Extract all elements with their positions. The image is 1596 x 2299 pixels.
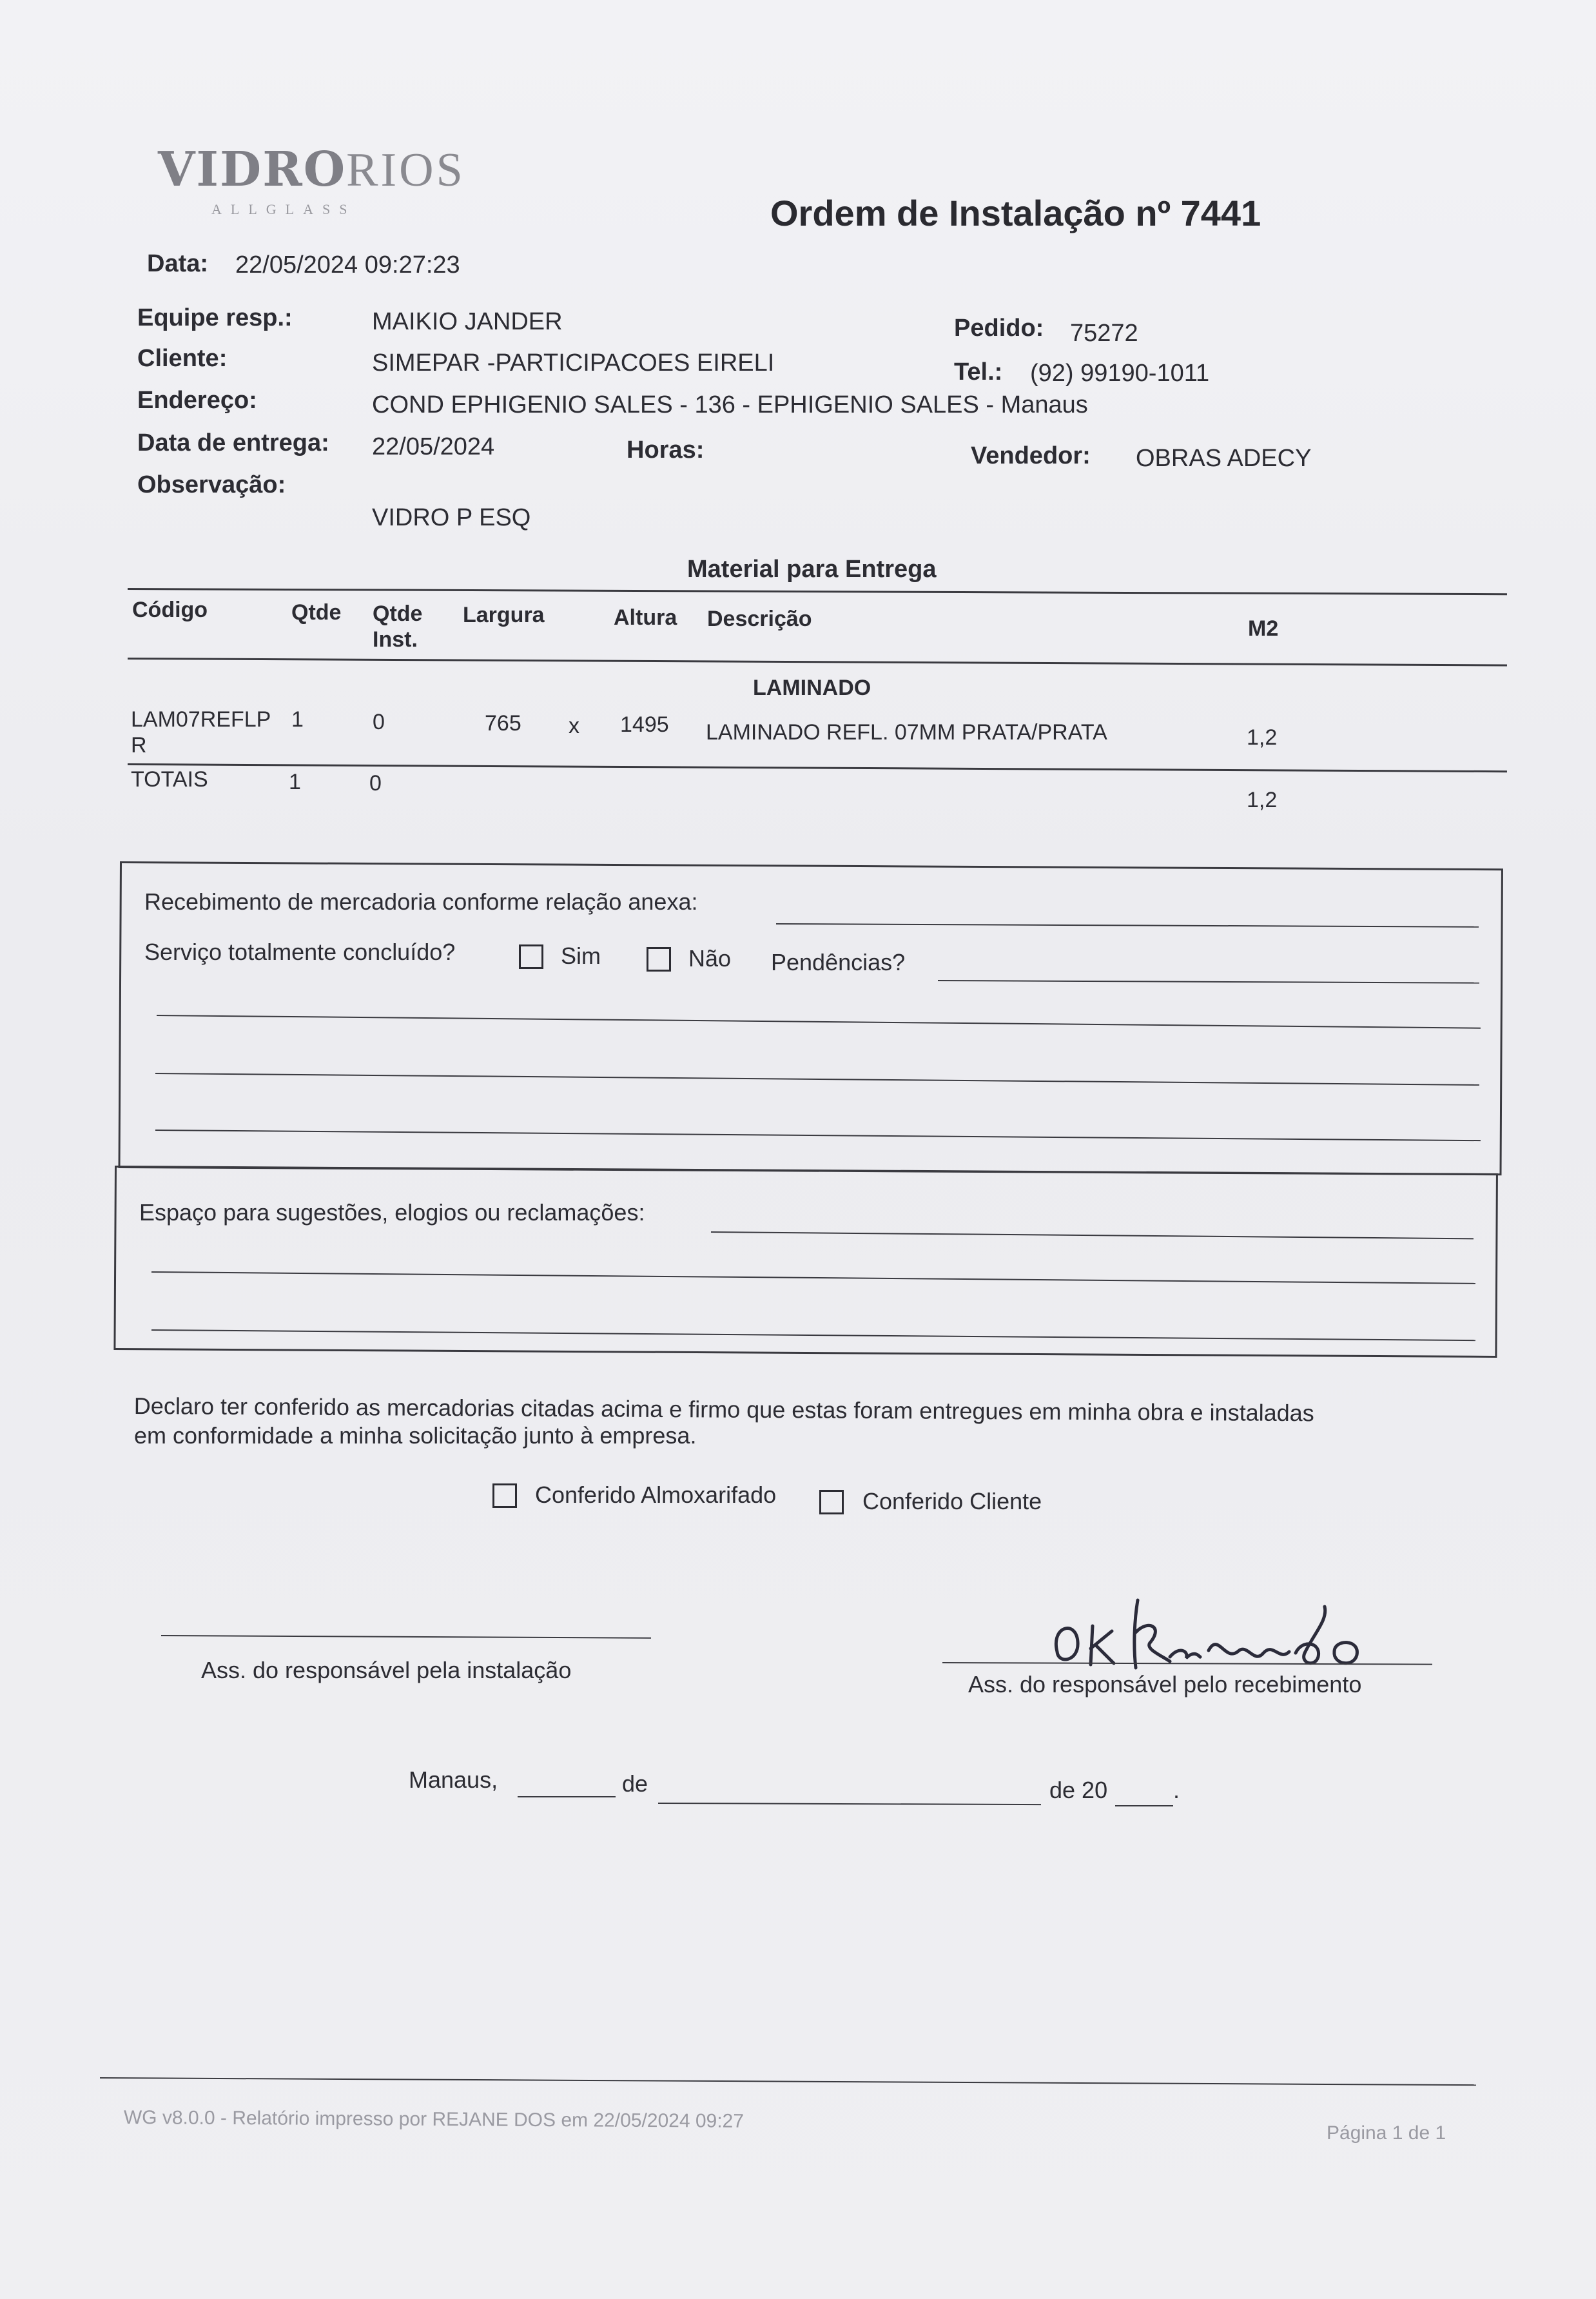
installer-signature-label: Ass. do responsável pela instalação bbox=[201, 1657, 572, 1683]
cell-qtde: 1 bbox=[291, 707, 304, 732]
day-blank[interactable] bbox=[518, 1796, 616, 1797]
col-header-m2: M2 bbox=[1248, 616, 1279, 641]
sim-label: Sim bbox=[561, 943, 601, 969]
place-de-1: de bbox=[622, 1770, 648, 1797]
col-header-descricao: Descrição bbox=[707, 607, 812, 631]
cliente-label: Cliente: bbox=[137, 345, 228, 372]
company-logo bbox=[158, 142, 465, 198]
pendencias-label: Pendências? bbox=[771, 949, 906, 975]
observacao-value: VIDRO P ESQ bbox=[372, 504, 531, 531]
totals-qtde: 1 bbox=[289, 770, 301, 794]
conferido-almoxarifado-checkbox[interactable] bbox=[492, 1483, 517, 1508]
declaration-line2: em conformidade a minha solicitação junto à empresa. bbox=[134, 1422, 697, 1449]
cell-codigo-line2: R bbox=[131, 733, 147, 758]
logo-text-vidro: VIDRO bbox=[158, 142, 347, 197]
conferido-cliente-label: Conferido Cliente bbox=[862, 1488, 1042, 1514]
cell-largura: 765 bbox=[485, 711, 521, 736]
nao-label: Não bbox=[688, 945, 732, 972]
totals-qtde-inst: 0 bbox=[369, 771, 382, 796]
cliente-value: SIMEPAR -PARTICIPACOES EIRELI bbox=[372, 349, 775, 377]
totals-label: TOTAIS bbox=[131, 767, 208, 792]
col-header-qtde-inst-line1: Qtde bbox=[373, 602, 423, 626]
date-value: 22/05/2024 09:27:23 bbox=[235, 251, 460, 279]
table-group-label: LAMINADO bbox=[753, 676, 871, 700]
footer-page-number: Página 1 de 1 bbox=[1327, 2122, 1446, 2144]
place-city: Manaus, bbox=[409, 1766, 498, 1793]
col-header-qtde: Qtde bbox=[291, 600, 342, 625]
cell-x: x bbox=[569, 714, 579, 738]
tel-label: Tel.: bbox=[954, 358, 1003, 386]
totals-m2: 1,2 bbox=[1247, 788, 1278, 812]
suggestions-label: Espaço para sugestões, elogios ou reclamações: bbox=[139, 1199, 645, 1226]
conferido-almoxarifado-label: Conferido Almoxarifado bbox=[535, 1482, 777, 1508]
cell-m2: 1,2 bbox=[1247, 725, 1278, 750]
nao-checkbox[interactable] bbox=[647, 947, 671, 972]
col-header-altura: Altura bbox=[614, 605, 677, 630]
page-title: Ordem de Instalação nº 7441 bbox=[770, 193, 1261, 233]
col-header-qtde-inst-line2: Inst. bbox=[373, 627, 418, 652]
endereco-label: Endereço: bbox=[137, 387, 257, 414]
receiver-signature-label: Ass. do responsável pelo recebimento bbox=[968, 1671, 1362, 1697]
receipt-line1-label: Recebimento de mercadoria conforme relação anexa: bbox=[144, 888, 698, 915]
vendedor-label: Vendedor: bbox=[971, 442, 1091, 469]
cell-altura: 1495 bbox=[620, 712, 669, 737]
pedido-label: Pedido: bbox=[954, 315, 1044, 342]
footer-print-info: WG v8.0.0 - Relatório impresso por REJANE DOS em 22/05/2024 09:27 bbox=[123, 2107, 744, 2132]
endereco-value: COND EPHIGENIO SALES - 136 - EPHIGENIO SALES - Manaus bbox=[372, 391, 1088, 418]
observacao-label: Observação: bbox=[137, 471, 286, 498]
year-blank[interactable] bbox=[1115, 1805, 1173, 1806]
cell-qtde-inst: 0 bbox=[373, 710, 385, 734]
cell-descricao: LAMINADO REFL. 07MM PRATA/PRATA bbox=[706, 720, 1107, 745]
col-header-qtde-inst bbox=[373, 601, 422, 652]
cell-codigo bbox=[131, 707, 271, 758]
horas-label: Horas: bbox=[627, 436, 705, 464]
pedido-value: 75272 bbox=[1070, 320, 1138, 347]
col-header-largura: Largura bbox=[463, 603, 545, 627]
service-concluded-label: Serviço totalmente concluído? bbox=[144, 939, 456, 965]
logo-subtitle: ALLGLASS bbox=[211, 201, 356, 217]
tel-value: (92) 99190-1011 bbox=[1030, 360, 1210, 387]
col-header-codigo: Código bbox=[132, 598, 208, 622]
equipe-label: Equipe resp.: bbox=[137, 304, 293, 331]
date-label: Data: bbox=[147, 250, 209, 277]
table-title: Material para Entrega bbox=[687, 556, 937, 583]
vendedor-value: OBRAS ADECY bbox=[1136, 445, 1312, 472]
entrega-label: Data de entrega: bbox=[137, 429, 329, 456]
logo-text-rios: RIOS bbox=[346, 144, 465, 197]
place-end: . bbox=[1173, 1777, 1180, 1803]
declaration-line1: Declaro ter conferido as mercadorias citadas acima e firmo que estas foram entregues em minha obra e instaladas bbox=[133, 1393, 1314, 1427]
entrega-value: 22/05/2024 bbox=[372, 433, 495, 460]
conferido-cliente-checkbox[interactable] bbox=[819, 1490, 844, 1514]
sim-checkbox[interactable] bbox=[519, 944, 543, 969]
place-de-2: de 20 bbox=[1049, 1777, 1108, 1803]
equipe-value: MAIKIO JANDER bbox=[372, 308, 563, 335]
suggestions-box bbox=[113, 1166, 1498, 1358]
cell-codigo-line1: LAM07REFLP bbox=[131, 707, 271, 732]
